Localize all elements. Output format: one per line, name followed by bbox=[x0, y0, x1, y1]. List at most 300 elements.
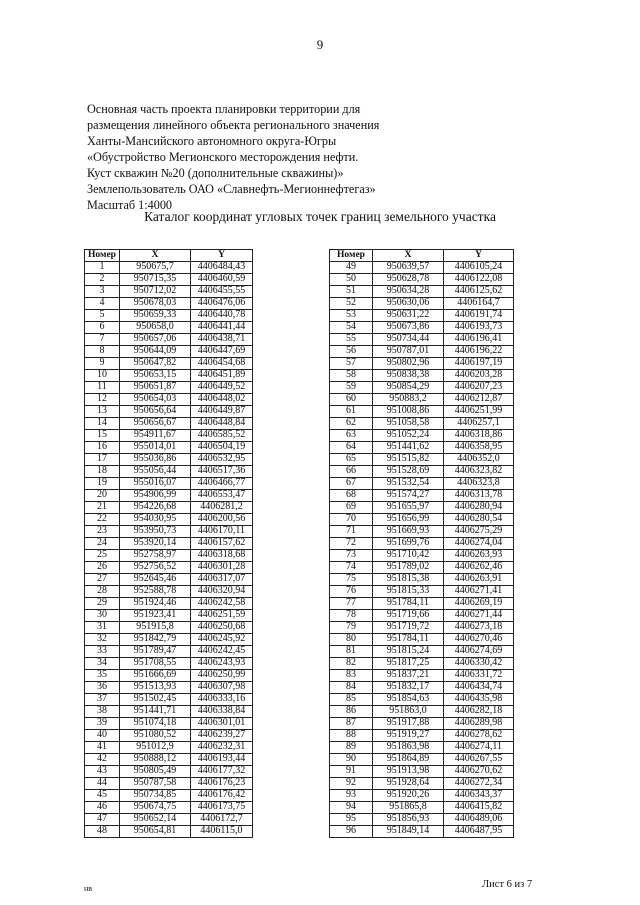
x-coordinate-cell: 950838,38 bbox=[373, 370, 444, 382]
y-coordinate-cell: 4406273,18 bbox=[444, 622, 514, 634]
y-coordinate-cell: 4406301,28 bbox=[191, 562, 253, 574]
y-coordinate-cell: 4406170,11 bbox=[191, 526, 253, 538]
point-number-cell: 28 bbox=[85, 586, 120, 598]
table-row bbox=[85, 778, 253, 790]
table-row bbox=[330, 562, 514, 574]
table-row bbox=[330, 442, 514, 454]
x-coordinate-cell: 955014,01 bbox=[120, 442, 191, 454]
y-coordinate-cell: 4406243,93 bbox=[191, 658, 253, 670]
point-number-cell: 60 bbox=[330, 394, 373, 406]
point-number-cell: 93 bbox=[330, 790, 373, 802]
table-row bbox=[85, 430, 253, 442]
point-number-cell: 26 bbox=[85, 562, 120, 574]
x-coordinate-cell: 950673,86 bbox=[373, 322, 444, 334]
table-row bbox=[330, 718, 514, 730]
point-number-cell: 7 bbox=[85, 334, 120, 346]
point-number-cell: 18 bbox=[85, 466, 120, 478]
y-coordinate-cell: 4406484,43 bbox=[191, 262, 253, 274]
y-coordinate-cell: 4406301,01 bbox=[191, 718, 253, 730]
y-coordinate-cell: 4406466,77 bbox=[191, 478, 253, 490]
y-coordinate-cell: 4406323,82 bbox=[444, 466, 514, 478]
y-coordinate-cell: 4406191,74 bbox=[444, 310, 514, 322]
y-coordinate-cell: 4406307,98 bbox=[191, 682, 253, 694]
point-number-cell: 38 bbox=[85, 706, 120, 718]
table-row bbox=[85, 634, 253, 646]
column-header-x: X bbox=[120, 250, 191, 262]
x-coordinate-cell: 951815,33 bbox=[373, 586, 444, 598]
y-coordinate-cell: 4406263,93 bbox=[444, 550, 514, 562]
y-coordinate-cell: 4406196,22 bbox=[444, 346, 514, 358]
x-coordinate-cell: 951513,93 bbox=[120, 682, 191, 694]
x-coordinate-cell: 951656,99 bbox=[373, 514, 444, 526]
point-number-cell: 69 bbox=[330, 502, 373, 514]
x-coordinate-cell: 951515,82 bbox=[373, 454, 444, 466]
x-coordinate-cell: 951008,86 bbox=[373, 406, 444, 418]
table-row bbox=[85, 478, 253, 490]
table-row bbox=[85, 526, 253, 538]
x-coordinate-cell: 952758,97 bbox=[120, 550, 191, 562]
table-row bbox=[330, 814, 514, 826]
table-row bbox=[85, 802, 253, 814]
x-coordinate-cell: 951913,98 bbox=[373, 766, 444, 778]
y-coordinate-cell: 4406435,98 bbox=[444, 694, 514, 706]
x-coordinate-cell: 951789,02 bbox=[373, 562, 444, 574]
table-row bbox=[330, 778, 514, 790]
table-row bbox=[85, 718, 253, 730]
catalog-caption: Каталог координат угловых точек границ земельного участка bbox=[144, 209, 496, 224]
point-number-cell: 48 bbox=[85, 826, 120, 838]
sheet-number: Лист 6 из 7 bbox=[482, 879, 533, 890]
y-coordinate-cell: 4406317,07 bbox=[191, 574, 253, 586]
point-number-cell: 30 bbox=[85, 610, 120, 622]
point-number-cell: 71 bbox=[330, 526, 373, 538]
table-row bbox=[85, 466, 253, 478]
point-number-cell: 76 bbox=[330, 586, 373, 598]
point-number-cell: 16 bbox=[85, 442, 120, 454]
point-number-cell: 92 bbox=[330, 778, 373, 790]
coordinates-table-right bbox=[329, 249, 514, 838]
document-header bbox=[87, 101, 507, 213]
table-row bbox=[330, 418, 514, 430]
table-row bbox=[330, 478, 514, 490]
point-number-cell: 54 bbox=[330, 322, 373, 334]
header-line: «Обустройство Мегионского месторождения нефти. bbox=[87, 150, 359, 164]
y-coordinate-cell: 4406487,95 bbox=[444, 826, 514, 838]
table-row bbox=[330, 766, 514, 778]
y-coordinate-cell: 4406271,44 bbox=[444, 610, 514, 622]
x-coordinate-cell: 950657,06 bbox=[120, 334, 191, 346]
x-coordinate-cell: 951920,26 bbox=[373, 790, 444, 802]
y-coordinate-cell: 4406280,94 bbox=[444, 502, 514, 514]
x-coordinate-cell: 951058,58 bbox=[373, 418, 444, 430]
x-coordinate-cell: 951924,46 bbox=[120, 598, 191, 610]
point-number-cell: 56 bbox=[330, 346, 373, 358]
x-coordinate-cell: 951928,64 bbox=[373, 778, 444, 790]
point-number-cell: 79 bbox=[330, 622, 373, 634]
y-coordinate-cell: 4406504,19 bbox=[191, 442, 253, 454]
x-coordinate-cell: 950644,09 bbox=[120, 346, 191, 358]
point-number-cell: 62 bbox=[330, 418, 373, 430]
x-coordinate-cell: 954030,95 bbox=[120, 514, 191, 526]
x-coordinate-cell: 950631,22 bbox=[373, 310, 444, 322]
table-row bbox=[330, 334, 514, 346]
table-row bbox=[85, 754, 253, 766]
point-number-cell: 59 bbox=[330, 382, 373, 394]
y-coordinate-cell: 4406318,68 bbox=[191, 550, 253, 562]
point-number-cell: 9 bbox=[85, 358, 120, 370]
point-number-cell: 41 bbox=[85, 742, 120, 754]
table-row bbox=[330, 694, 514, 706]
x-coordinate-cell: 951012,9 bbox=[120, 742, 191, 754]
y-coordinate-cell: 4406333,16 bbox=[191, 694, 253, 706]
table-row bbox=[85, 814, 253, 826]
header-line: Куст скважин №20 (дополнительные скважины)» bbox=[87, 166, 344, 180]
x-coordinate-cell: 951666,69 bbox=[120, 670, 191, 682]
table-row bbox=[330, 742, 514, 754]
point-number-cell: 89 bbox=[330, 742, 373, 754]
table-row bbox=[330, 262, 514, 274]
x-coordinate-cell: 950734,85 bbox=[120, 790, 191, 802]
table-row bbox=[330, 394, 514, 406]
x-coordinate-cell: 953950,73 bbox=[120, 526, 191, 538]
x-coordinate-cell: 950802,96 bbox=[373, 358, 444, 370]
y-coordinate-cell: 4406448,02 bbox=[191, 394, 253, 406]
table-row bbox=[85, 382, 253, 394]
x-coordinate-cell: 951923,41 bbox=[120, 610, 191, 622]
point-number-cell: 74 bbox=[330, 562, 373, 574]
table-row bbox=[85, 646, 253, 658]
x-coordinate-cell: 951865,8 bbox=[373, 802, 444, 814]
table-row bbox=[330, 514, 514, 526]
point-number-cell: 29 bbox=[85, 598, 120, 610]
table-row bbox=[85, 550, 253, 562]
point-number-cell: 5 bbox=[85, 310, 120, 322]
x-coordinate-cell: 950656,64 bbox=[120, 406, 191, 418]
table-row bbox=[85, 322, 253, 334]
y-coordinate-cell: 4406476,06 bbox=[191, 298, 253, 310]
y-coordinate-cell: 4406449,87 bbox=[191, 406, 253, 418]
table-row bbox=[330, 598, 514, 610]
x-coordinate-cell: 951849,14 bbox=[373, 826, 444, 838]
y-coordinate-cell: 4406313,78 bbox=[444, 490, 514, 502]
x-coordinate-cell: 950651,87 bbox=[120, 382, 191, 394]
x-coordinate-cell: 950654,03 bbox=[120, 394, 191, 406]
y-coordinate-cell: 4406196,41 bbox=[444, 334, 514, 346]
footer-initials: нв bbox=[84, 884, 93, 893]
table-row bbox=[85, 826, 253, 838]
column-header-x: X bbox=[373, 250, 444, 262]
y-coordinate-cell: 4406263,91 bbox=[444, 574, 514, 586]
y-coordinate-cell: 4406323,8 bbox=[444, 478, 514, 490]
table-row bbox=[330, 310, 514, 322]
y-coordinate-cell: 4406278,62 bbox=[444, 730, 514, 742]
table-row bbox=[330, 382, 514, 394]
y-coordinate-cell: 4406280,54 bbox=[444, 514, 514, 526]
point-number-cell: 85 bbox=[330, 694, 373, 706]
table-row bbox=[85, 682, 253, 694]
x-coordinate-cell: 953920,14 bbox=[120, 538, 191, 550]
header-line: размещения линейного объекта регионального значения bbox=[87, 118, 380, 132]
x-coordinate-cell: 951074,18 bbox=[120, 718, 191, 730]
y-coordinate-cell: 4406274,69 bbox=[444, 646, 514, 658]
table-row bbox=[85, 406, 253, 418]
table-row bbox=[330, 466, 514, 478]
y-coordinate-cell: 4406203,28 bbox=[444, 370, 514, 382]
table-row bbox=[85, 334, 253, 346]
y-coordinate-cell: 4406251,59 bbox=[191, 610, 253, 622]
y-coordinate-cell: 4406274,04 bbox=[444, 538, 514, 550]
point-number-cell: 2 bbox=[85, 274, 120, 286]
x-coordinate-cell: 950656,67 bbox=[120, 418, 191, 430]
point-number-cell: 77 bbox=[330, 598, 373, 610]
x-coordinate-cell: 952588,78 bbox=[120, 586, 191, 598]
y-coordinate-cell: 4406122,08 bbox=[444, 274, 514, 286]
point-number-cell: 27 bbox=[85, 574, 120, 586]
point-number-cell: 50 bbox=[330, 274, 373, 286]
point-number-cell: 78 bbox=[330, 610, 373, 622]
point-number-cell: 94 bbox=[330, 802, 373, 814]
column-header-number: Номер bbox=[85, 250, 120, 262]
table-row bbox=[330, 286, 514, 298]
y-coordinate-cell: 4406274,11 bbox=[444, 742, 514, 754]
table-row bbox=[330, 586, 514, 598]
x-coordinate-cell: 951502,45 bbox=[120, 694, 191, 706]
y-coordinate-cell: 4406489,06 bbox=[444, 814, 514, 826]
point-number-cell: 95 bbox=[330, 814, 373, 826]
table-row bbox=[330, 826, 514, 838]
x-coordinate-cell: 950888,12 bbox=[120, 754, 191, 766]
y-coordinate-cell: 4406172,7 bbox=[191, 814, 253, 826]
x-coordinate-cell: 951789,47 bbox=[120, 646, 191, 658]
point-number-cell: 82 bbox=[330, 658, 373, 670]
x-coordinate-cell: 951574,27 bbox=[373, 490, 444, 502]
point-number-cell: 22 bbox=[85, 514, 120, 526]
x-coordinate-cell: 951719,66 bbox=[373, 610, 444, 622]
table-row bbox=[85, 562, 253, 574]
x-coordinate-cell: 951708,55 bbox=[120, 658, 191, 670]
point-number-cell: 8 bbox=[85, 346, 120, 358]
y-coordinate-cell: 4406434,74 bbox=[444, 682, 514, 694]
x-coordinate-cell: 950675,7 bbox=[120, 262, 191, 274]
point-number-cell: 96 bbox=[330, 826, 373, 838]
x-coordinate-cell: 951863,0 bbox=[373, 706, 444, 718]
y-coordinate-cell: 4406257,1 bbox=[444, 418, 514, 430]
y-coordinate-cell: 4406289,98 bbox=[444, 718, 514, 730]
table-row bbox=[85, 298, 253, 310]
y-coordinate-cell: 4406250,68 bbox=[191, 622, 253, 634]
point-number-cell: 51 bbox=[330, 286, 373, 298]
x-coordinate-cell: 950639,57 bbox=[373, 262, 444, 274]
x-coordinate-cell: 951817,25 bbox=[373, 658, 444, 670]
x-coordinate-cell: 950715,35 bbox=[120, 274, 191, 286]
table-row bbox=[85, 574, 253, 586]
table-row bbox=[330, 730, 514, 742]
table-row bbox=[85, 286, 253, 298]
table-row bbox=[330, 274, 514, 286]
x-coordinate-cell: 955056,44 bbox=[120, 466, 191, 478]
point-number-cell: 4 bbox=[85, 298, 120, 310]
y-coordinate-cell: 4406441,44 bbox=[191, 322, 253, 334]
table-row bbox=[330, 670, 514, 682]
point-number-cell: 72 bbox=[330, 538, 373, 550]
point-number-cell: 12 bbox=[85, 394, 120, 406]
table-row bbox=[85, 274, 253, 286]
header-line: Ханты-Мансийского автономного округа-Югры bbox=[87, 134, 337, 148]
point-number-cell: 37 bbox=[85, 694, 120, 706]
column-header-y: Y bbox=[191, 250, 253, 262]
x-coordinate-cell: 950712,02 bbox=[120, 286, 191, 298]
x-coordinate-cell: 950787,01 bbox=[373, 346, 444, 358]
point-number-cell: 44 bbox=[85, 778, 120, 790]
table-row bbox=[85, 418, 253, 430]
y-coordinate-cell: 4406455,55 bbox=[191, 286, 253, 298]
point-number-cell: 90 bbox=[330, 754, 373, 766]
table-header-row bbox=[85, 250, 253, 262]
table-row bbox=[85, 370, 253, 382]
x-coordinate-cell: 950653,15 bbox=[120, 370, 191, 382]
point-number-cell: 14 bbox=[85, 418, 120, 430]
point-number-cell: 57 bbox=[330, 358, 373, 370]
table-row bbox=[330, 346, 514, 358]
y-coordinate-cell: 4406270,62 bbox=[444, 766, 514, 778]
y-coordinate-cell: 4406343,37 bbox=[444, 790, 514, 802]
table-row bbox=[330, 754, 514, 766]
y-coordinate-cell: 4406447,69 bbox=[191, 346, 253, 358]
y-coordinate-cell: 4406267,55 bbox=[444, 754, 514, 766]
x-coordinate-cell: 950678,03 bbox=[120, 298, 191, 310]
x-coordinate-cell: 951052,24 bbox=[373, 430, 444, 442]
point-number-cell: 45 bbox=[85, 790, 120, 802]
x-coordinate-cell: 951441,71 bbox=[120, 706, 191, 718]
point-number-cell: 88 bbox=[330, 730, 373, 742]
y-coordinate-cell: 4406239,27 bbox=[191, 730, 253, 742]
table-row bbox=[85, 394, 253, 406]
table-row bbox=[85, 586, 253, 598]
table-row bbox=[330, 490, 514, 502]
point-number-cell: 15 bbox=[85, 430, 120, 442]
table-row bbox=[330, 706, 514, 718]
y-coordinate-cell: 4406338,84 bbox=[191, 706, 253, 718]
point-number-cell: 31 bbox=[85, 622, 120, 634]
point-number-cell: 11 bbox=[85, 382, 120, 394]
y-coordinate-cell: 4406242,58 bbox=[191, 598, 253, 610]
x-coordinate-cell: 951919,27 bbox=[373, 730, 444, 742]
y-coordinate-cell: 4406200,56 bbox=[191, 514, 253, 526]
point-number-cell: 53 bbox=[330, 310, 373, 322]
x-coordinate-cell: 951699,76 bbox=[373, 538, 444, 550]
point-number-cell: 52 bbox=[330, 298, 373, 310]
y-coordinate-cell: 4406272,34 bbox=[444, 778, 514, 790]
y-coordinate-cell: 4406207,23 bbox=[444, 382, 514, 394]
x-coordinate-cell: 950805,49 bbox=[120, 766, 191, 778]
point-number-cell: 75 bbox=[330, 574, 373, 586]
y-coordinate-cell: 4406115,0 bbox=[191, 826, 253, 838]
x-coordinate-cell: 951441,62 bbox=[373, 442, 444, 454]
header-line: Основная часть проекта планировки территории для bbox=[87, 102, 361, 116]
x-coordinate-cell: 954226,68 bbox=[120, 502, 191, 514]
header-line: Землепользователь ОАО «Славнефть-Мегионнефтегаз» bbox=[87, 182, 376, 196]
point-number-cell: 81 bbox=[330, 646, 373, 658]
point-number-cell: 73 bbox=[330, 550, 373, 562]
table-row bbox=[85, 610, 253, 622]
x-coordinate-cell: 951655,97 bbox=[373, 502, 444, 514]
x-coordinate-cell: 951915,8 bbox=[120, 622, 191, 634]
point-number-cell: 42 bbox=[85, 754, 120, 766]
y-coordinate-cell: 4406250,99 bbox=[191, 670, 253, 682]
point-number-cell: 21 bbox=[85, 502, 120, 514]
y-coordinate-cell: 4406177,32 bbox=[191, 766, 253, 778]
y-coordinate-cell: 4406330,42 bbox=[444, 658, 514, 670]
x-coordinate-cell: 951837,21 bbox=[373, 670, 444, 682]
x-coordinate-cell: 951856,93 bbox=[373, 814, 444, 826]
y-coordinate-cell: 4406358,95 bbox=[444, 442, 514, 454]
point-number-cell: 39 bbox=[85, 718, 120, 730]
y-coordinate-cell: 4406242,45 bbox=[191, 646, 253, 658]
point-number-cell: 34 bbox=[85, 658, 120, 670]
x-coordinate-cell: 951864,89 bbox=[373, 754, 444, 766]
y-coordinate-cell: 4406193,44 bbox=[191, 754, 253, 766]
table-row bbox=[330, 502, 514, 514]
table-row bbox=[330, 646, 514, 658]
x-coordinate-cell: 955016,07 bbox=[120, 478, 191, 490]
x-coordinate-cell: 951815,38 bbox=[373, 574, 444, 586]
y-coordinate-cell: 4406451,89 bbox=[191, 370, 253, 382]
x-coordinate-cell: 950659,33 bbox=[120, 310, 191, 322]
y-coordinate-cell: 4406448,84 bbox=[191, 418, 253, 430]
x-coordinate-cell: 951784,11 bbox=[373, 634, 444, 646]
point-number-cell: 65 bbox=[330, 454, 373, 466]
point-number-cell: 83 bbox=[330, 670, 373, 682]
table-row bbox=[330, 454, 514, 466]
table-row bbox=[85, 358, 253, 370]
y-coordinate-cell: 4406105,24 bbox=[444, 262, 514, 274]
point-number-cell: 64 bbox=[330, 442, 373, 454]
page-number: 9 bbox=[316, 37, 324, 52]
y-coordinate-cell: 4406232,31 bbox=[191, 742, 253, 754]
x-coordinate-cell: 951719,72 bbox=[373, 622, 444, 634]
y-coordinate-cell: 4406193,73 bbox=[444, 322, 514, 334]
point-number-cell: 40 bbox=[85, 730, 120, 742]
y-coordinate-cell: 4406176,23 bbox=[191, 778, 253, 790]
y-coordinate-cell: 4406585,52 bbox=[191, 430, 253, 442]
x-coordinate-cell: 952756,52 bbox=[120, 562, 191, 574]
point-number-cell: 70 bbox=[330, 514, 373, 526]
table-row bbox=[85, 790, 253, 802]
table-row bbox=[330, 682, 514, 694]
x-coordinate-cell: 950652,14 bbox=[120, 814, 191, 826]
y-coordinate-cell: 4406251,99 bbox=[444, 406, 514, 418]
table-row bbox=[85, 742, 253, 754]
x-coordinate-cell: 950674,75 bbox=[120, 802, 191, 814]
point-number-cell: 63 bbox=[330, 430, 373, 442]
y-coordinate-cell: 4406331,72 bbox=[444, 670, 514, 682]
table-row bbox=[85, 658, 253, 670]
column-header-y: Y bbox=[444, 250, 514, 262]
coordinates-table-left bbox=[84, 249, 253, 838]
table-row bbox=[85, 598, 253, 610]
point-number-cell: 66 bbox=[330, 466, 373, 478]
point-number-cell: 68 bbox=[330, 490, 373, 502]
y-coordinate-cell: 4406532,95 bbox=[191, 454, 253, 466]
point-number-cell: 36 bbox=[85, 682, 120, 694]
y-coordinate-cell: 4406440,78 bbox=[191, 310, 253, 322]
y-coordinate-cell: 4406197,19 bbox=[444, 358, 514, 370]
y-coordinate-cell: 4406438,71 bbox=[191, 334, 253, 346]
table-row bbox=[85, 502, 253, 514]
x-coordinate-cell: 950654,81 bbox=[120, 826, 191, 838]
point-number-cell: 43 bbox=[85, 766, 120, 778]
x-coordinate-cell: 951832,17 bbox=[373, 682, 444, 694]
